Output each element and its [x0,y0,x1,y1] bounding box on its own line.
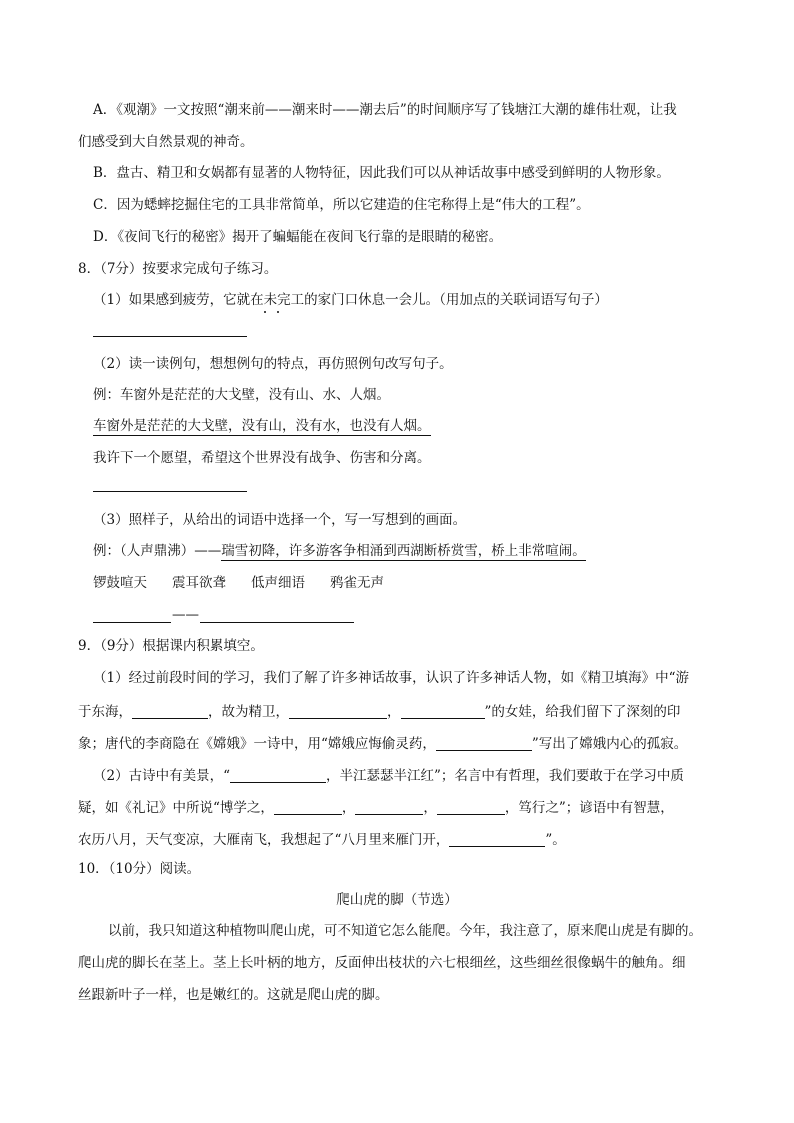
passage-title: 爬山虎的脚（节选） [336,892,458,908]
passage-paragraph-line3: 丝跟新叶子一样，也是嫩红的。这就是爬山虎的脚。 [78,987,389,1003]
emphasis-dot [277,311,279,313]
word-1: 锣鼓喧天 [93,575,147,591]
q9-line6-text-b: ”。 [545,832,566,848]
fill-blank[interactable] [437,800,505,815]
answer-line-8-3a[interactable] [93,622,171,623]
example-answer [93,420,431,434]
q9-line1: （1）经过前段时间的学习，我们了解了许多神话故事，认识了许多神话人物，如《精卫填海》中“游 [93,670,689,686]
q9-line5 [78,800,674,816]
fill-blank[interactable] [289,704,387,719]
option-a-line2: 们感受到大自然景观的神奇。 [78,134,254,150]
q9-line3 [78,736,687,752]
question-9-header: 9．（9分）根据课内积累填空。 [78,638,264,654]
q9-line2-text-d: ”的女娃，给我们留下了深刻的印 [484,704,681,720]
word-2: 震耳欲聋 [172,575,226,591]
part3-example-answer: 瑞雪初降，许多游客争相涌到西湖断桥赏雪，桥上非常喧闹。 [221,543,586,559]
q9-line5-text-d: ，笃行之”；谚语中有智慧， [504,800,674,816]
rewrite-sentence: 我许下一个愿望，希望这个世界没有战争、伤害和分离。 [93,450,431,466]
fill-blank[interactable] [355,800,423,815]
question-8-part1: （1）如果感到疲劳，它就在未完工的家门口休息一会儿。（用加点的关联词语写句子） [93,292,608,308]
q9-line2-text-b: ，故为精卫， [208,704,289,720]
passage-paragraph-line2: 爬山虎的脚长在茎上。茎上长叶柄的地方，反面伸出枝状的六七根细丝，这些细丝很像蜗牛的触角。细 [78,955,686,971]
question-8-part2: （2）读一读例句，想想例句的特点，再仿照例句改写句子。 [93,356,453,372]
q9-line4-text-a: （2）古诗中有美景，“ [93,768,230,784]
question-8-header: 8．（7分）按要求完成句子练习。 [78,261,278,277]
fill-blank[interactable] [449,832,545,847]
q9-line2-text-a: 于东海， [78,704,132,720]
option-d: D．《夜间飞行的秘密》揭开了蝙蝠能在夜间飞行靠的是眼睛的秘密。 [93,229,503,245]
emphasis-dot [264,311,266,313]
option-a-line1: A．《观潮》一文按照“潮来前——潮来时——潮去后”的时间顺序写了钱塘江大潮的雄伟壮观，让我 [93,102,677,118]
q9-line5-text-c: ， [423,800,437,816]
part3-example-prefix: 例：（人声鼎沸）—— [93,543,222,559]
q9-line3-text-b: ”写出了嫦娥内心的孤寂。 [531,736,688,752]
fill-blank[interactable] [230,768,326,783]
example-answer-text: 车窗外是茫茫的大戈壁，没有山，没有水，也没有人烟。 [93,418,431,434]
word-4: 鸦雀无声 [330,575,384,591]
passage-paragraph-line1: 以前，我只知道这种植物叫爬山虎，可不知道它怎么能爬。今年，我注意了，原来爬山虎是有脚的。 [108,923,702,939]
option-b: B．盘古、精卫和女娲都有显著的人物特征，因此我们可以从神话故事中感受到鲜明的人物形象。 [93,165,670,181]
question-10-header: 10．（10分）阅读。 [78,861,201,877]
fill-blank[interactable] [401,704,485,719]
fill-blank[interactable] [436,736,532,751]
q9-line4 [93,768,684,784]
q9-line6-text-a: 农历八月，天气变凉，大雁南飞，我想起了“八月里来雁门开， [78,832,450,848]
part3-example [93,545,586,559]
q9-line5-text-a: 疑，如《礼记》中所说“博学之， [78,800,274,816]
q9-line2 [78,704,680,720]
q9-line4-text-b: ，半江瑟瑟半江红”；名言中有哲理，我们要敢于在学习中质 [326,768,684,784]
option-c: C．因为蟋蟀挖掘住宅的工具非常简单，所以它建造的住宅称得上是“伟大的工程”。 [93,197,590,213]
q9-line3-text-a: 象；唐代的李商隐在《嫦娥》一诗中，用“嫦娥应悔偷灵药， [78,736,436,752]
answer-line-8-3b[interactable] [200,622,354,623]
answer-line-8-1[interactable] [93,336,247,337]
q9-line2-text-c: ， [387,704,401,720]
word-3: 低声细语 [251,575,305,591]
example-sentence: 例：车窗外是茫茫的大戈壁，没有山、水、人烟。 [93,387,390,403]
fill-blank[interactable] [274,800,342,815]
q9-line5-text-b: ， [341,800,356,816]
fill-blank[interactable] [132,704,208,719]
answer-line-8-2[interactable] [93,491,247,492]
dash: —— [172,607,199,623]
q9-line6 [78,832,566,848]
question-8-part3: （3）照样子，从给出的词语中选择一个，写一写想到的画面。 [93,512,467,528]
